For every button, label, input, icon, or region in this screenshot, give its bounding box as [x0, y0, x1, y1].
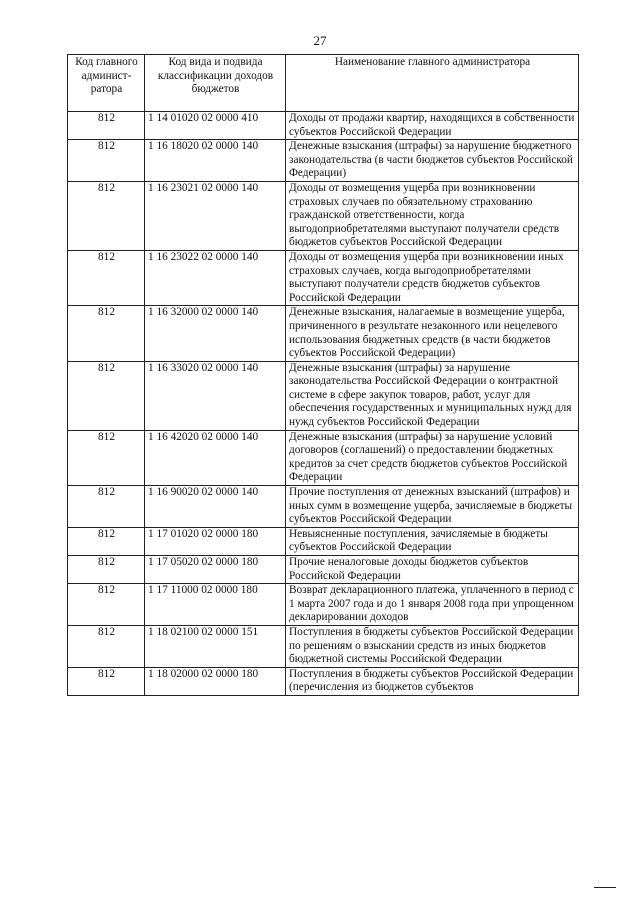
- admin-name-cell: Поступления в бюджеты субъектов Российской Федерации по решениям о взыскании средств из иных бюджетов бюджетной системы Российской Федерации: [286, 625, 579, 667]
- table-row: [68, 527, 579, 555]
- admin-code-cell: 812: [68, 430, 145, 485]
- classification-code-cell: 1 17 01020 02 0000 180: [145, 527, 286, 555]
- classification-code-cell: 1 17 05020 02 0000 180: [145, 556, 286, 584]
- classification-code-cell: 1 16 42020 02 0000 140: [145, 430, 286, 485]
- admin-code-cell: 812: [68, 361, 145, 430]
- table-row: [68, 181, 579, 250]
- header-admin-name: Наименование главного администратора: [286, 55, 579, 112]
- admin-code-cell: 812: [68, 306, 145, 361]
- admin-name-cell: Денежные взыскания, налагаемые в возмещение ущерба, причиненного в результате незаконного или нецелевого использования бюджетных средств (в части бюджетов субъектов Российской Федерации): [286, 306, 579, 361]
- admin-code-cell: 812: [68, 486, 145, 528]
- classification-code-cell: 1 16 18020 02 0000 140: [145, 140, 286, 182]
- admin-code-cell: 812: [68, 250, 145, 305]
- revenue-classification-table: [67, 54, 579, 696]
- admin-name-cell: Доходы от возмещения ущерба при возникновении иных страховых случаев, когда выгодоприобретателями выступают получатели средств бюджетов субъектов Российской Федерации: [286, 250, 579, 305]
- table-row: [68, 625, 579, 667]
- admin-name-cell: Невыясненные поступления, зачисляемые в бюджеты субъектов Российской Федерации: [286, 527, 579, 555]
- table-row: [68, 361, 579, 430]
- admin-name-cell: Денежные взыскания (штрафы) за нарушение условий договоров (соглашений) о предоставлении бюджетных кредитов за счет средств бюджетов субъектов Российской Федерации: [286, 430, 579, 485]
- header-admin-code: Код главного админист-ратора: [68, 55, 145, 112]
- classification-code-cell: 1 14 01020 02 0000 410: [145, 112, 286, 140]
- admin-code-cell: 812: [68, 527, 145, 555]
- admin-code-cell: 812: [68, 556, 145, 584]
- admin-name-cell: Доходы от продажи квартир, находящихся в собственности субъектов Российской Федерации: [286, 112, 579, 140]
- classification-code-cell: 1 17 11000 02 0000 180: [145, 584, 286, 626]
- table-row: [68, 306, 579, 361]
- classification-code-cell: 1 16 23021 02 0000 140: [145, 181, 286, 250]
- admin-name-cell: Возврат декларационного платежа, уплаченного в период с 1 марта 2007 года и до 1 января 2008 года при упрощенном декларировании доходов: [286, 584, 579, 626]
- classification-code-cell: 1 16 90020 02 0000 140: [145, 486, 286, 528]
- admin-name-cell: Доходы от возмещения ущерба при возникновении страховых случаев по обязательному страхованию гражданской ответственности, когда выгодоприобретателями выступают получатели средств бюджетов субъектов Российской Федерации: [286, 181, 579, 250]
- table-row: [68, 430, 579, 485]
- table-row: [68, 140, 579, 182]
- admin-name-cell: Прочие неналоговые доходы бюджетов субъектов Российской Федерации: [286, 556, 579, 584]
- admin-code-cell: 812: [68, 584, 145, 626]
- classification-code-cell: 1 16 33020 02 0000 140: [145, 361, 286, 430]
- classification-code-cell: 1 16 32000 02 0000 140: [145, 306, 286, 361]
- table-row: [68, 486, 579, 528]
- admin-name-cell: Поступления в бюджеты субъектов Российской Федерации (перечисления из бюджетов субъектов: [286, 667, 579, 695]
- header-classification-code: Код вида и подвида классификации доходов бюджетов: [145, 55, 286, 112]
- table-header-row: [68, 55, 579, 112]
- admin-code-cell: 812: [68, 112, 145, 140]
- table-row: [68, 112, 579, 140]
- classification-code-cell: 1 16 23022 02 0000 140: [145, 250, 286, 305]
- admin-code-cell: 812: [68, 667, 145, 695]
- page-number: 27: [313, 33, 327, 48]
- admin-code-cell: 812: [68, 181, 145, 250]
- table-row: [68, 250, 579, 305]
- table-row: [68, 584, 579, 626]
- page-corner-mark: [594, 887, 616, 888]
- admin-code-cell: 812: [68, 625, 145, 667]
- admin-name-cell: Денежные взыскания (штрафы) за нарушение законодательства Российской Федерации о контрактной системе в сфере закупок товаров, работ, услуг для обеспечения государственных и муниципальных нужд для нужд субъектов Российской Федерации: [286, 361, 579, 430]
- admin-name-cell: Прочие поступления от денежных взысканий (штрафов) и иных сумм в возмещение ущерба, зачисляемые в бюджеты субъектов Российской Федерации: [286, 486, 579, 528]
- table-row: [68, 667, 579, 695]
- table-row: [68, 556, 579, 584]
- admin-code-cell: 812: [68, 140, 145, 182]
- classification-code-cell: 1 18 02100 02 0000 151: [145, 625, 286, 667]
- classification-code-cell: 1 18 02000 02 0000 180: [145, 667, 286, 695]
- admin-name-cell: Денежные взыскания (штрафы) за нарушение бюджетного законодательства (в части бюджетов субъектов Российской Федерации): [286, 140, 579, 182]
